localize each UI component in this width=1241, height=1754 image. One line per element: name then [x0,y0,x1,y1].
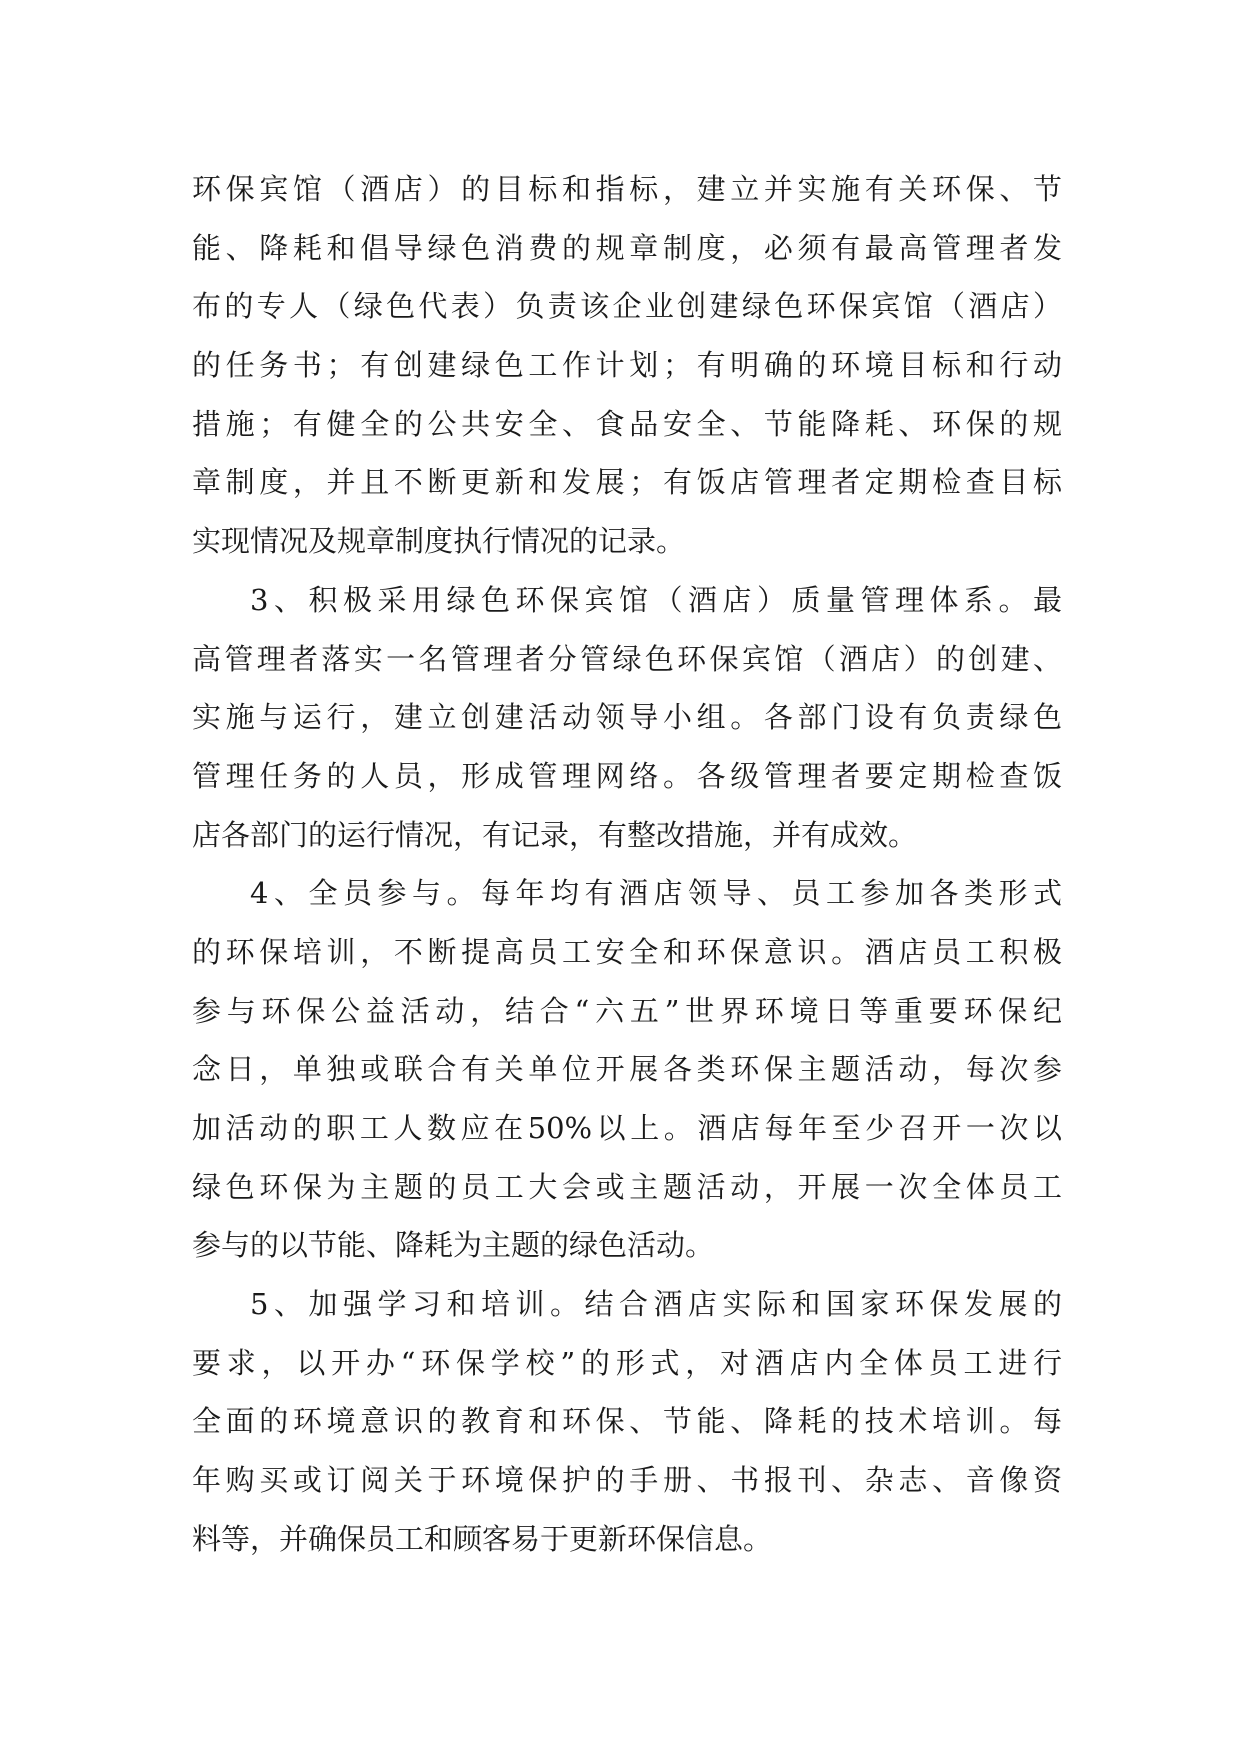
text-line: 实施与运行，建立创建活动领导小组。各部门设有负责绿色 [192,700,1062,735]
text-line: 环保宾馆（酒店）的目标和指标，建立并实施有关环保、节 [192,172,1062,206]
text-line: 店各部门的运行情况，有记录，有整改措施，并有成效。 [192,817,918,852]
paragraph-5-first-line: 5、加强学习和培训。结合酒店实际和国家环保发展的 [250,1287,1062,1322]
document-body [192,160,1062,1569]
text-line: 布的专人（绿色代表）负责该企业创建绿色环保宾馆（酒店） [192,289,1062,324]
text-line: 能、降耗和倡导绿色消费的规章制度，必须有最高管理者发 [192,230,1062,265]
text-line: 要求，以开办“环保学校”的形式，对酒店内全体员工进行 [192,1345,1062,1380]
text-line: 的任务书；有创建绿色工作计划；有明确的环境目标和行动 [192,348,1062,383]
text-line: 参与环保公益活动，结合“六五”世界环境日等重要环保纪 [192,993,1062,1028]
text-line: 念日，单独或联合有关单位开展各类环保主题活动，每次参 [192,1052,1062,1087]
paragraph-3-first-line: 3、积极采用绿色环保宾馆（酒店）质量管理体系。最 [250,582,1062,617]
text-line: 管理任务的人员，形成管理网络。各级管理者要定期检查饭 [192,758,1062,793]
text-line: 实现情况及规章制度执行情况的记录。 [192,524,686,559]
text-line: 年购买或订阅关于环境保护的手册、书报刊、杂志、音像资 [192,1463,1062,1498]
text-line: 高管理者落实一名管理者分管绿色环保宾馆（酒店）的创建、 [192,641,1062,676]
text-line: 的环保培训，不断提高员工安全和环保意识。酒店员工积极 [192,934,1062,969]
text-line: 措施；有健全的公共安全、食品安全、节能降耗、环保的规 [192,406,1062,441]
text-line: 料等，并确保员工和顾客易于更新环保信息。 [192,1521,773,1556]
paragraph-4-first-line: 4、全员参与。每年均有酒店领导、员工参加各类形式 [250,876,1062,911]
text-line: 章制度，并且不断更新和发展；有饭店管理者定期检查目标 [192,465,1062,500]
text-line: 全面的环境意识的教育和环保、节能、降耗的技术培训。每 [192,1404,1062,1439]
text-line: 参与的以节能、降耗为主题的绿色活动。 [192,1228,715,1263]
text-line: 加活动的职工人数应在50%以上。酒店每年至少召开一次以 [192,1111,1062,1145]
text-line: 绿色环保为主题的员工大会或主题活动，开展一次全体员工 [192,1169,1062,1204]
